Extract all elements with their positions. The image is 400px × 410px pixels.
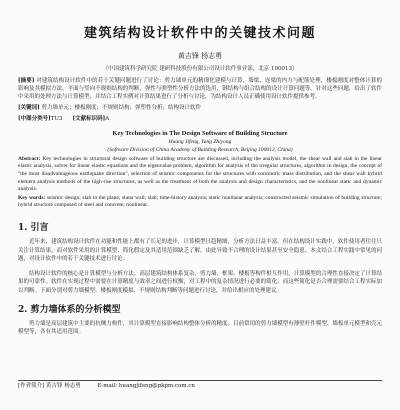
english-abstract-label: Abstract: bbox=[18, 155, 41, 162]
footnote-divider bbox=[18, 380, 382, 381]
english-abstract bbox=[18, 156, 382, 194]
section-1-paragraph-1: 近年来，建筑结构设计软件在功能和性能上都有了长足的进步，计算模型日趋精细，分析方法日益丰富。但在结构设计实践中，软件使用者往往只关注计算结果，而对软件采用的计算模型、简化假定及其适用范围缺乏了解，由此导致不合理的设计结果甚至安全隐患。本文结合工程实践中常见的问题，对设计软件中的若干关键技术进行讨论。 bbox=[18, 238, 382, 263]
doc-value: A bbox=[105, 115, 110, 122]
section-2-paragraph-1: 剪力墙是高层建筑中主要的抗侧力构件，其计算模型直接影响结构整体分析的精度。目前常用的剪力墙模型有薄壁杆件模型、墙板单元模型和壳元模型等，各有其适用范围。 bbox=[18, 320, 382, 336]
doc-label: [文献标识码] bbox=[72, 115, 106, 122]
keywords-cn bbox=[18, 104, 382, 112]
abstract-cn bbox=[18, 77, 382, 102]
keywords-cn-label: [关键词] bbox=[18, 104, 40, 111]
affiliation: （中国建筑科学研究院 建研科技股份有限公司设计软件事业部，北京 100013） bbox=[102, 66, 298, 72]
english-title: Key Technologies in The Design Software of Building Structure bbox=[112, 129, 288, 137]
abstract-cn-label: [摘要] bbox=[18, 78, 35, 84]
english-keywords bbox=[18, 195, 382, 210]
english-authors: Huang Jifeng, Yang Zhiyong bbox=[168, 138, 232, 145]
authors: 黄吉锋 杨志勇 bbox=[177, 52, 223, 60]
abstract-cn-text: 对建筑结构设计软件中的若干关键问题进行了讨论：剪力墙单元的精细化建模与计算，墙梁、连梁的内力与配筋处理，楼板刚度对整体计算的影响及其模拟方法，平面与竖向不规则结构的判断，弹性与弹塑性分析方法的选用，钢结构与组合结构的设计计算问题等。针对这些问题，给出了软件中采用的处理方法与计算模型，并结合工程实例对计算结果进行了分析与讨论，为结构设计人员正确使用设计软件提供参考。 bbox=[18, 78, 382, 101]
section-2-heading: 2. 剪力墙体系的分析模型 bbox=[18, 304, 121, 315]
english-keywords-text: seismic design; slab in the plane; shear wall; slab; time-history analysis; static nonlinear analysis; constructed seismic simulation of building structure; hybrid structure composed of steel and concrete; nonlinear. bbox=[18, 194, 382, 209]
english-affiliation: (Software Division of China Academy of Building Research, Beijing 100013, China) bbox=[107, 146, 293, 153]
keywords-cn-text: 剪力墙单元；楼板刚度；不规则结构；弹塑性分析；结构设计软件 bbox=[41, 104, 201, 111]
section-1-paragraph-2: 结构设计软件的核心是计算模型与分析方法。高层建筑结构体系复杂，剪力墙、框架、楼板等构件相互作用，计算模型的合理性直接决定了计算结果的可靠性。软件在实现过程中需要在计算精度与效率之间进行权衡，对工程中的复杂情况进行必要的简化，而这些简化是否合理需要结合工程实际加以判断。下面分别对剪力墙模型、楼板刚度模拟、不规则结构判断等问题进行讨论，并给出相应的处理建议。 bbox=[18, 270, 382, 294]
section-1-heading: 1. 引言 bbox=[18, 222, 49, 233]
clc-label: [中图分类号] bbox=[18, 115, 51, 122]
clc-value: TU3 bbox=[50, 115, 63, 122]
footnote: [作者简介] 黄吉锋 杨志勇 E-mail: huangjifeng@pkpm.com.cn bbox=[18, 383, 195, 389]
paper-title: 建筑结构设计软件中的关键技术问题 bbox=[83, 26, 316, 41]
english-abstract-text: Key technologies in structural design software of building structure are discussed, including the analysis model, the shear wall and slab in the linear elastic analysis, solver for linear elastic equations and the eigenvalue problem, algorithm for analysis of the irregular structures, algorithm in design, the concept of "the most disadvantageous earthquake direction", selection of seismic components for the structures with concentric mass distribution, and the shear wall hybrid element analysis methods of the high-rise structures, as well as the treatment of both the analysis and design characteristics, and the nonlinear static and dynamic analysis. bbox=[18, 155, 382, 193]
classification-row bbox=[18, 114, 382, 122]
english-keywords-label: Key words: bbox=[18, 194, 46, 201]
